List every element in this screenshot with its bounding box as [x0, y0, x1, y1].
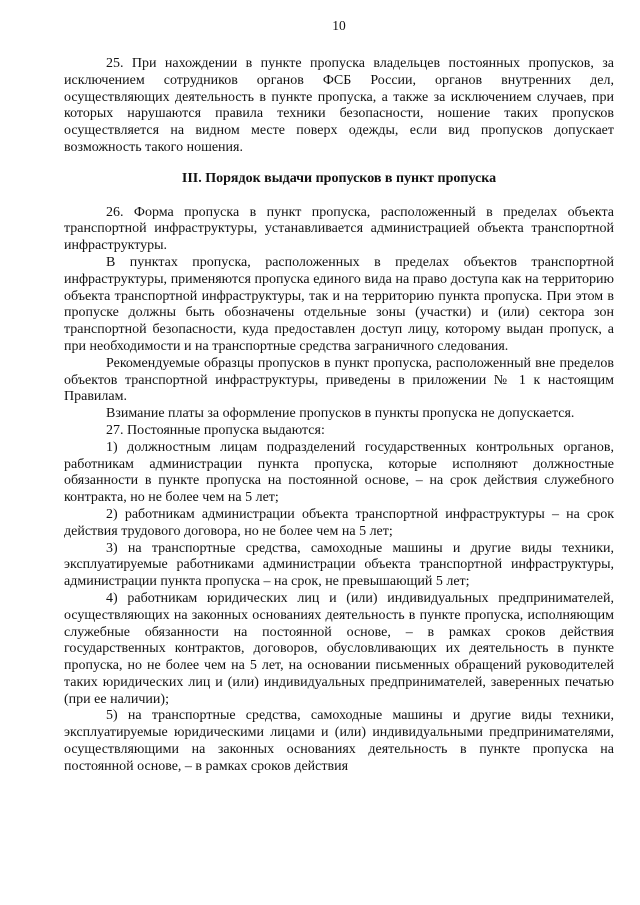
paragraph-26: 26. Форма пропуска в пункт пропуска, расположенный в пределах объекта транспортной инфраструктуры, устанавливается администрацией объекта транспортной инфраструктуры. [64, 204, 614, 254]
page-number: 10 [332, 18, 346, 33]
list-item-3: 3) на транспортные средства, самоходные машины и другие виды техники, эксплуатируемые работниками администрации объекта транспортной инфраструктуры, администрации пункта пропуска – на срок, не превышающий 5 лет; [64, 540, 614, 590]
paragraph-no-fee: Взимание платы за оформление пропусков в пункты пропуска не допускается. [106, 406, 575, 422]
document-body [64, 56, 614, 776]
list-item-5: 5) на транспортные средства, самоходные машины и другие виды техники, эксплуатируемые юридическими лицами и (или) индивидуальными предпринимателями, осуществляющими на законных основаниях деятельность в пункте пропуска на постоянной основе, – в рамках сроков действия [64, 708, 614, 774]
paragraph-27: 27. Постоянные пропуска выдаются: [106, 422, 325, 438]
paragraph-25: 25. При нахождении в пункте пропуска владельцев постоянных пропусков, за исключением сотрудников органов ФСБ России, органов внутренних дел, осуществляющих деятельность в пункте пропуска, а также за исключением случаев, при которых нарушаются правила техники безопасности, ношение таких пропусков осуществляется на видном месте поверх одежды, если вид пропусков допускает возможность такого ношения. [64, 56, 614, 155]
list-item-2: 2) работникам администрации объекта транспортной инфраструктуры – на срок действия трудового договора, но не более чем на 5 лет; [64, 506, 614, 539]
section-heading: III. Порядок выдачи пропусков в пункт пропуска [181, 170, 497, 186]
paragraph-unified-passes: В пунктах пропуска, расположенных в пределах объектов транспортной инфраструктуры, применяются пропуска единого вида на право доступа как на территорию объекта транспортной инфраструктуры, так и на территорию пункта пропуска. При этом в пропуске должны быть обозначены отдельные зоны (участки) и (или) сектора зон транспортной безопасности, куда предоставлен доступ лицу, которому выдан пропуск, а при необходимости и на транспортные средства заграничного следования. [64, 254, 614, 354]
paragraph-sample-passes: Рекомендуемые образцы пропусков в пункт пропуска, расположенный вне пределов объектов транспортной инфраструктуры, приведены в приложении № 1 к настоящим Правилам. [64, 355, 614, 405]
list-item-1: 1) должностным лицам подразделений государственных контрольных органов, работникам администрации пункта пропуска, которые исполняют должностные обязанности в пункте пропуска на постоянной основе, – на срок действия служебного контракта, но не более чем на 5 лет; [64, 439, 614, 506]
list-item-4: 4) работникам юридических лиц и (или) индивидуальных предпринимателей, осуществляющих на законных основаниях деятельность в пункте пропуска, исполняющим служебные обязанности на постоянной основе, – в рамках сроков действия государственных контрактов, договоров, обусловливающих их деятельность в пункте пропуска, но не более чем на 5 лет, на основании письменных обращений руководителей таких юридических лиц и (или) индивидуальных предпринимателей, заверенных печатью (при ее наличии); [64, 590, 614, 707]
